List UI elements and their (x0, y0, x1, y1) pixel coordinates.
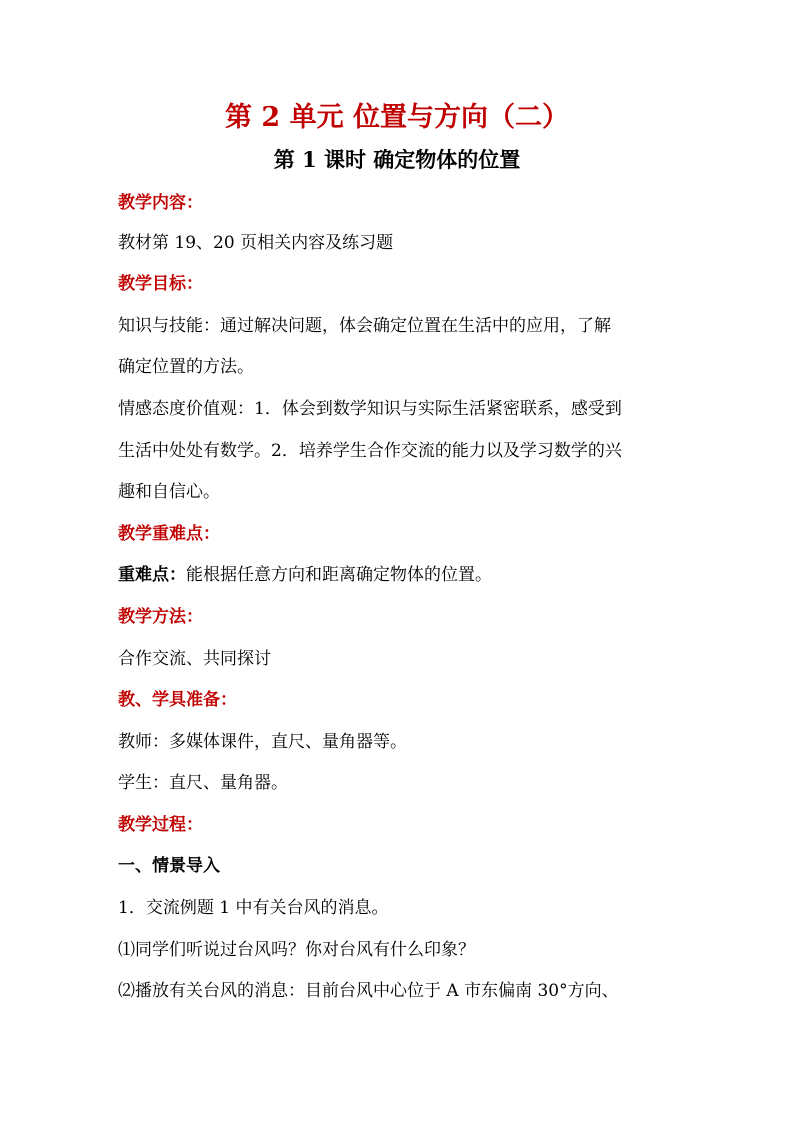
keypoints-body: 能根据任意方向和距离确定物体的位置。 (186, 565, 492, 585)
process-section1: 一、情景导入 (118, 856, 220, 876)
section-heading-keypoints: 教学重难点： (118, 524, 220, 544)
process-question1: ⑴同学们听说过台风吗？你对台风有什么印象？ (118, 940, 475, 960)
section-heading-content: 教学内容： (118, 193, 203, 213)
goals-skills-line2: 确定位置的方法。 (118, 357, 254, 377)
section-heading-process: 教学过程： (118, 815, 203, 835)
keypoints-label: 重难点： (118, 565, 186, 585)
method-text: 合作交流、共同探讨 (118, 649, 271, 669)
process-question2: ⑵播放有关台风的消息：目前台风中心位于 A 市东偏南 30°方向、 (118, 981, 619, 1001)
keypoints-text (118, 564, 492, 586)
section-heading-method: 教学方法： (118, 607, 203, 627)
process-item1: 1．交流例题 1 中有关台风的消息。 (118, 898, 389, 918)
goals-emotion-line2: 生活中处处有数学。2．培养学生合作交流的能力以及学习数学的兴 (118, 441, 622, 461)
goals-emotion-line1: 情感态度价值观：1．体会到数学知识与实际生活紧密联系，感受到 (118, 399, 622, 419)
goals-emotion-line3: 趣和自信心。 (118, 482, 220, 502)
prep-student: 学生：直尺、量角器。 (118, 773, 288, 793)
document-title: 第 2 单元 位置与方向（二） (225, 102, 569, 133)
content-text: 教材第 19、20 页相关内容及练习题 (118, 233, 394, 253)
section-heading-goals: 教学目标： (118, 274, 203, 294)
lesson-subtitle: 第 1 课时 确定物体的位置 (273, 147, 521, 172)
goals-skills-line1: 知识与技能：通过解决问题，体会确定位置在生活中的应用，了解 (118, 316, 611, 336)
prep-teacher: 教师：多媒体课件，直尺、量角器等。 (118, 732, 407, 752)
section-heading-prep: 教、学具准备： (118, 690, 237, 710)
